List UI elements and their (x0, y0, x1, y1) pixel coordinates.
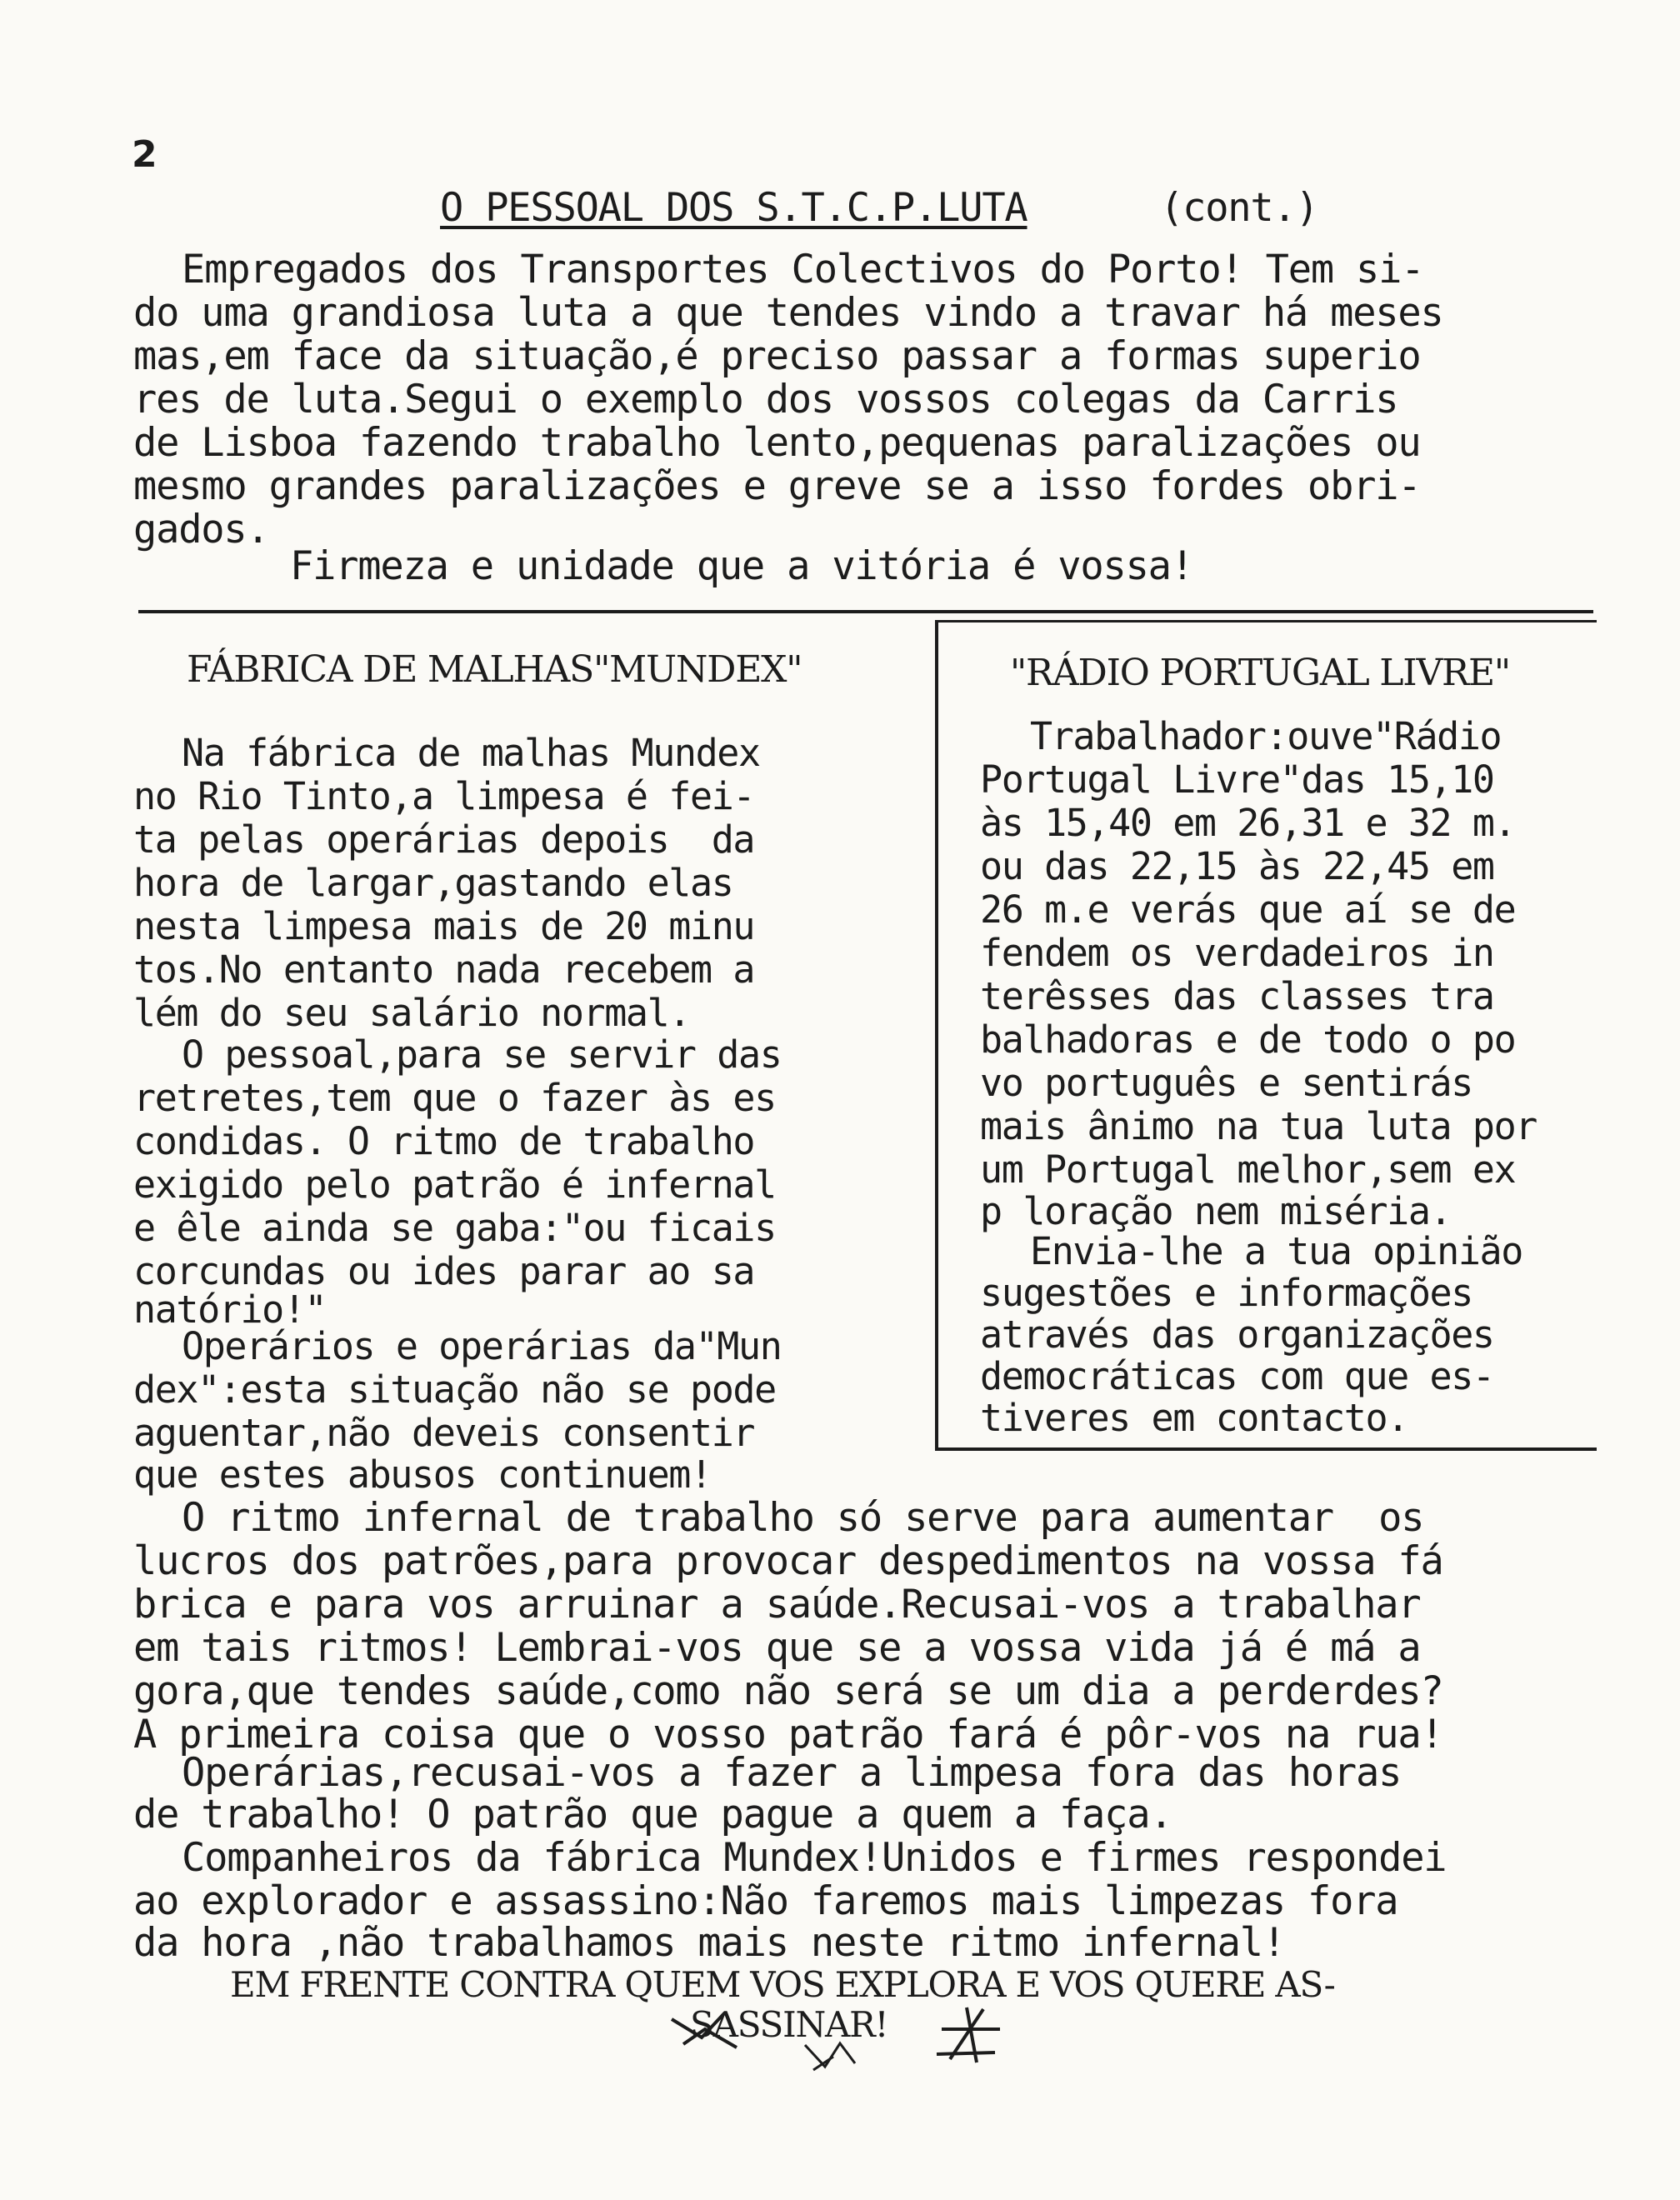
article2-line: tos.No entanto nada recebem a (133, 948, 755, 992)
article2-full-line: em tais ritmos! Lembrai-vos que se a vossa vida já é má a (133, 1625, 1421, 1671)
article2-line: condidas. O ritmo de trabalho (133, 1119, 755, 1163)
article1-line: mas,em face da situação,é preciso passar a formas superio (133, 333, 1421, 379)
article2-full-line: O ritmo infernal de trabalho só serve para aumentar os (182, 1495, 1424, 1541)
article3-line: vo português e sentirás (980, 1061, 1472, 1105)
article3-line: p loração nem miséria. (980, 1189, 1452, 1233)
article1-line: res de luta.Segui o exemplo dos vossos colegas da Carris (133, 377, 1398, 422)
article3-line: através das organizações (980, 1312, 1494, 1357)
article2-line: nesta limpesa mais de 20 minu (133, 904, 755, 948)
article3-line: ou das 22,15 às 22,45 em (980, 844, 1494, 888)
article2-line: retretes,tem que o fazer às es (133, 1076, 776, 1120)
article1-closing: Firmeza e unidade que a vitória é vossa! (290, 543, 1193, 589)
article2-line: lém do seu salário normal. (133, 991, 690, 1035)
article2-full-line: Operárias,recusai-vos a fazer a limpesa fora das horas (182, 1750, 1402, 1796)
article3-line: Envia-lhe a tua opinião (1030, 1229, 1522, 1273)
article2-full-line: lucros dos patrões,para provocar despedimentos na vossa fá (133, 1538, 1443, 1584)
article2-line: aguentar,não deveis consentir (133, 1411, 755, 1455)
star-ornament-icon (667, 2004, 742, 2062)
article1-title: O PESSOAL DOS S.T.C.P.LUTA (440, 185, 1028, 231)
article2-line: dex":esta situação não se pode (133, 1368, 776, 1412)
star-ornament-icon (800, 2033, 867, 2083)
article2-closing: EM FRENTE CONTRA QUEM VOS EXPLORA E VOS QUERE AS- (230, 1964, 1335, 2005)
article2-line: Na fábrica de malhas Mundex (182, 731, 760, 775)
article2-full-line: gora,que tendes saúde,como não será se um dia a perderdes? (133, 1668, 1443, 1714)
article3-line: um Portugal melhor,sem ex (980, 1148, 1516, 1192)
article2-line: e êle ainda se gaba:"ou ficais (133, 1206, 776, 1250)
article3-line: mais ânimo na tua luta por (980, 1104, 1537, 1148)
article2-full-line: brica e para vos arruinar a saúde.Recusai-vos a trabalhar (133, 1582, 1421, 1628)
article3-line: fendem os verdadeiros in (980, 931, 1494, 975)
article3-line: Portugal Livre"das 15,10 (980, 758, 1494, 802)
article2-full-line: A primeira coisa que o vosso patrão fará é pôr-vos na rua! (133, 1712, 1443, 1758)
article3-line: Trabalhador:ouve"Rádio (1030, 714, 1502, 758)
article2-line: natório!" (133, 1288, 327, 1332)
article2-full-line: de trabalho! O patrão que pague a quem a faça. (133, 1792, 1172, 1838)
article1-line: mesmo grandes paralizações e greve se a isso fordes obri- (133, 463, 1421, 509)
article1-line: gados. (133, 507, 269, 552)
article2-line: exigido pelo patrão é infernal (133, 1162, 776, 1207)
article2-closing: SASSINAR! (690, 2004, 888, 2045)
article3-line: democráticas com que es- (980, 1354, 1494, 1398)
article2-line: O pessoal,para se servir das (182, 1032, 782, 1077)
article1-line: do uma grandiosa luta a que tendes vindo a travar há meses (133, 290, 1443, 336)
article2-title: FÁBRICA DE MALHAS"MUNDEX" (187, 648, 802, 691)
article3-line: balhadoras e de todo o po (980, 1018, 1516, 1062)
article3-line: sugestões e informações (980, 1271, 1472, 1315)
article2-line: que estes abusos continuem! (133, 1452, 712, 1497)
article2-line: no Rio Tinto,a limpesa é fei- (133, 774, 755, 818)
star-ornament-icon (925, 2004, 1008, 2071)
article2-line: hora de largar,gastando elas (133, 861, 733, 905)
article2-full-line: ao explorador e assassino:Não faremos mais limpezas fora (133, 1878, 1398, 1924)
article1-line: de Lisboa fazendo trabalho lento,pequenas paralizações ou (133, 420, 1421, 466)
article2-line: Operários e operárias da"Mun (182, 1324, 782, 1368)
section-divider (138, 610, 1593, 613)
article1-title-suffix: (cont.) (1160, 185, 1318, 231)
page-number: 2 (132, 133, 158, 176)
article2-full-line: da hora ,não trabalhamos mais neste ritmo infernal! (133, 1920, 1285, 1966)
article3-line: 26 m.e verás que aí se de (980, 888, 1516, 932)
article2-full-line: Companheiros da fábrica Mundex!Unidos e firmes respondei (182, 1835, 1447, 1881)
article3-title: "RÁDIO PORTUGAL LIVRE" (1010, 652, 1510, 694)
article3-line: às 15,40 em 26,31 e 32 m. (980, 801, 1516, 845)
article2-line: corcundas ou ides parar ao sa (133, 1249, 755, 1293)
article3-line: tiveres em contacto. (980, 1396, 1408, 1440)
article3-line: terêsses das classes tra (980, 974, 1494, 1018)
article1-line: Empregados dos Transportes Colectivos do Porto! Tem si- (182, 247, 1424, 292)
article2-line: ta pelas operárias depois da (133, 818, 755, 862)
